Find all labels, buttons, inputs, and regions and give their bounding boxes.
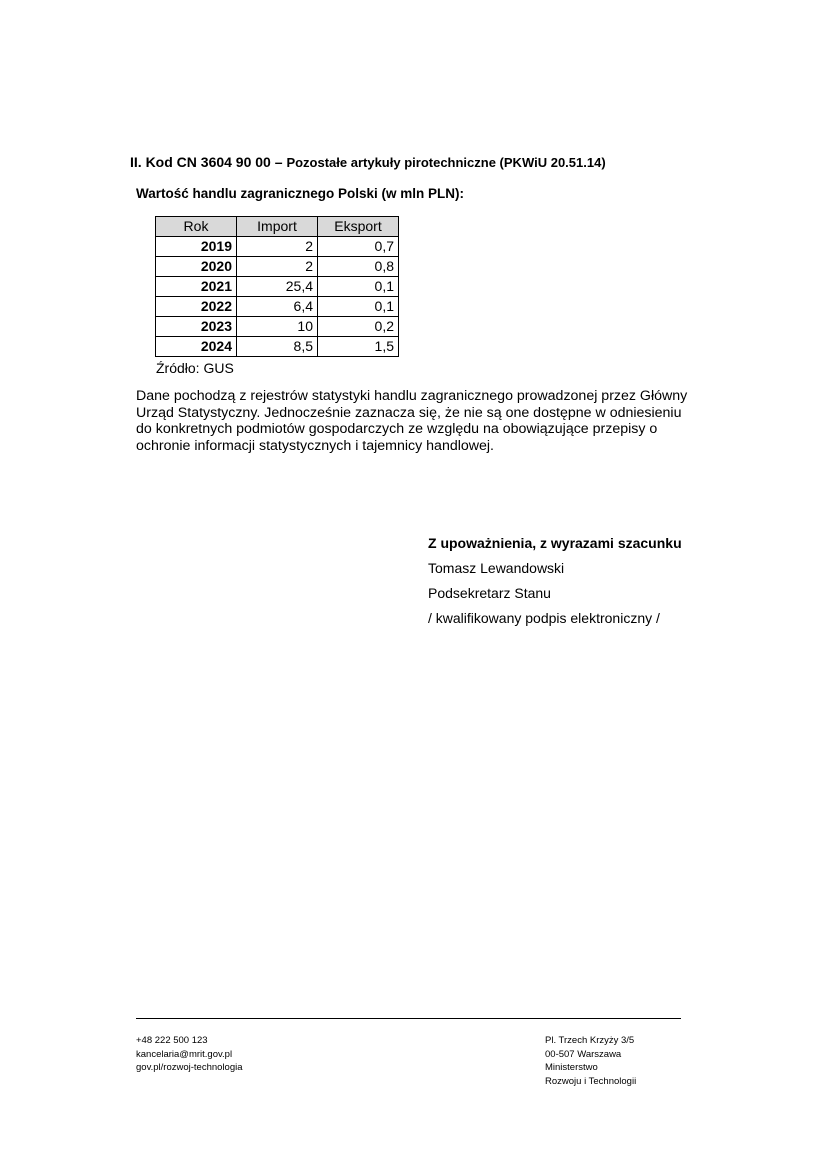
signature-name: Tomasz Lewandowski (428, 560, 565, 576)
cell-import: 2 (237, 257, 318, 277)
cell-year: 2021 (156, 277, 237, 297)
cell-import: 6,4 (237, 297, 318, 317)
table-header-row (156, 217, 399, 237)
table-row (156, 297, 399, 317)
cell-import: 8,5 (237, 337, 318, 357)
header-import: Import (237, 217, 318, 237)
footer-email: kancelaria@mrit.gov.pl (136, 1048, 233, 1060)
table-source: Źródło: GUS (156, 360, 234, 376)
footer-website: gov.pl/rozwoj-technologia (136, 1062, 243, 1073)
signature-note: / kwalifikowany podpis elektroniczny / (428, 610, 660, 626)
cell-import: 2 (237, 237, 318, 257)
section-dash: – (274, 154, 283, 170)
cell-export: 0,2 (318, 317, 399, 337)
cell-year: 2022 (156, 297, 237, 317)
header-export: Eksport (318, 217, 399, 237)
table-row (156, 237, 399, 257)
table-row (156, 317, 399, 337)
cell-year: 2019 (156, 237, 237, 257)
section-title: Pozostałe artykuły pirotechniczne (PKWiU 20.51.14) (286, 155, 606, 170)
cell-year: 2023 (156, 317, 237, 337)
footer-city: 00-507 Warszawa (545, 1048, 622, 1060)
table-caption: Wartość handlu zagranicznego Polski (w mln PLN): (136, 186, 465, 201)
signature-position: Podsekretarz Stanu (428, 585, 551, 601)
cell-year: 2024 (156, 337, 237, 357)
cell-export: 0,8 (318, 257, 399, 277)
footer-org: Ministerstwo (545, 1062, 598, 1073)
cell-year: 2020 (156, 257, 237, 277)
footer-street: Pl. Trzech Krzyży 3/5 (545, 1035, 635, 1046)
signature-authorization: Z upoważnienia, z wyrazami szacunku (428, 535, 682, 551)
cell-import: 10 (237, 317, 318, 337)
table-row (156, 277, 399, 297)
header-year: Rok (156, 217, 237, 237)
cell-export: 1,5 (318, 337, 399, 357)
trade-table (155, 216, 399, 357)
cell-export: 0,1 (318, 297, 399, 317)
footer-address (545, 1034, 636, 1088)
footer-divider (136, 1018, 681, 1019)
footer-org-name: Rozwoju i Technologii (545, 1075, 637, 1087)
table-row (156, 337, 399, 357)
cell-import: 25,4 (237, 277, 318, 297)
footer-contact (136, 1034, 243, 1075)
section-code: Kod CN 3604 90 00 (145, 154, 271, 170)
cell-export: 0,1 (318, 277, 399, 297)
signature-block (428, 534, 682, 634)
body-paragraph: Dane pochodzą z rejestrów statystyki handlu zagranicznego prowadzonej przez Główny Urząd Statystyczny. Jednocześnie zaznacza się, że nie są one dostępne w odniesieniu do konkretnych podmiotów gospodarczych ze względu na obowiązujące przepisy o ochronie informacji statystycznych i tajemnicy handlowej. (136, 388, 688, 455)
footer-phone: +48 222 500 123 (136, 1035, 208, 1046)
section-heading (130, 154, 606, 170)
cell-export: 0,7 (318, 237, 399, 257)
table-row (156, 257, 399, 277)
section-number: II. (130, 154, 142, 170)
